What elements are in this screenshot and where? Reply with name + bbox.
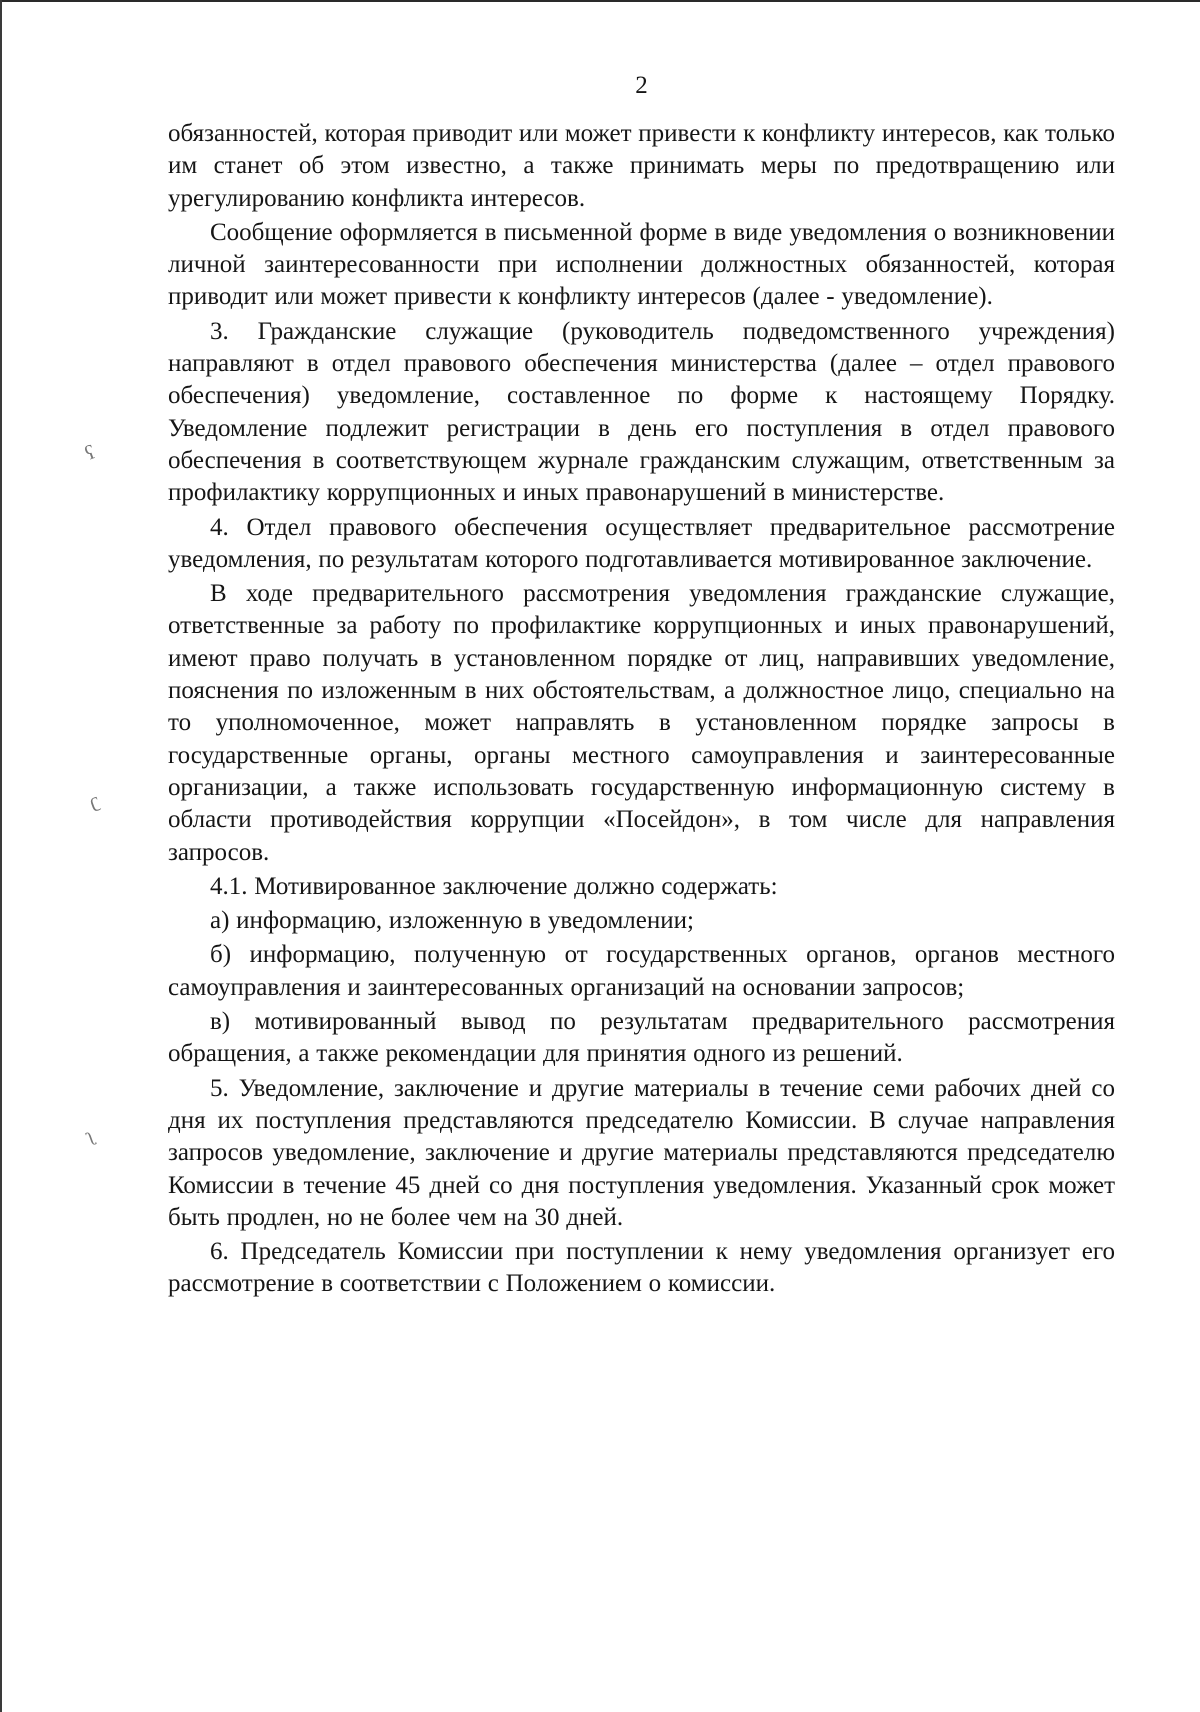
scan-edge-top [0,0,1200,2]
paragraph-message-form: Сообщение оформляется в письменной форме в виде уведомления о возникновении личной заинтересованности при исполнении должностных обязанностей, которая приводит или может привести к конфликту интересов (далее - уведомление). [168,218,1115,311]
paragraph-preliminary-review: В ходе предварительного рассмотрения уведомления гражданские служащие, ответственные за работу по профилактике коррупционных и иных правонарушений, имеют право получать в установленном порядке от лиц, направивших уведомление, пояснения по изложенным в них обстоятельствам, а должностное лицо, специально на то уполномоченное, может направлять в установленном порядке запросы в государственные органы, органы местного самоуправления и заинтересованные организации, а также использовать государственную информационную систему в области противодействия коррупции «Посейдон», в том числе для направления запросов. [168,580,1115,866]
list-item-v: в) мотивированный вывод по результатам предварительного рассмотрения обращения, а также рекомендации для принятия одного из решений. [168,1008,1115,1068]
scan-mark: ʗ [86,789,103,813]
scan-mark: ʕ [82,441,99,465]
list-item-a: а) информацию, изложенную в уведомлении; [210,907,694,935]
document-body [168,118,1115,1301]
paragraph-4: 4. Отдел правового обеспечения осуществляет предварительное рассмотрение уведомления, по результатам которого подготавливается мотивированное заключение. [168,513,1115,573]
paragraph-6: 6. Председатель Комиссии при поступлении к нему уведомления организует его рассмотрение в соответствии с Положением о комиссии. [168,1238,1115,1298]
list-item-b: б) информацию, полученную от государственных органов, органов местного самоуправления и заинтересованных организаций на основании запросов; [168,941,1115,1001]
page-number: 2 [635,72,648,99]
scan-mark: ʅ [84,1127,101,1151]
paragraph-4-1: 4.1. Мотивированное заключение должно содержать: [210,872,778,900]
scan-edge-left [0,0,2,1712]
paragraph-3: 3. Гражданские служащие (руководитель подведомственного учреждения) направляют в отдел правового обеспечения министерства (далее – отдел правового обеспечения) уведомление, составленное по форме к настоящему Порядку. Уведомление подлежит регистрации в день его поступления в отдел правового обеспечения в соответствующем журнале гражданским служащим, ответственным за профилактику коррупционных и иных правонарушений в министерстве. [168,317,1115,507]
paragraph-continuation: обязанностей, которая приводит или может привести к конфликту интересов, как только им станет об этом известно, а также принимать меры по предотвращению или урегулированию конфликта интересов. [168,120,1115,212]
paragraph-5: 5. Уведомление, заключение и другие материалы в течение семи рабочих дней со дня их поступления представляются председателю Комиссии. В случае направления запросов уведомление, заключение и другие материалы представляются председателю Комиссии в течение 45 дней со дня поступления уведомления. Указанный срок может быть продлен, но не более чем на 30 дней. [168,1074,1115,1231]
